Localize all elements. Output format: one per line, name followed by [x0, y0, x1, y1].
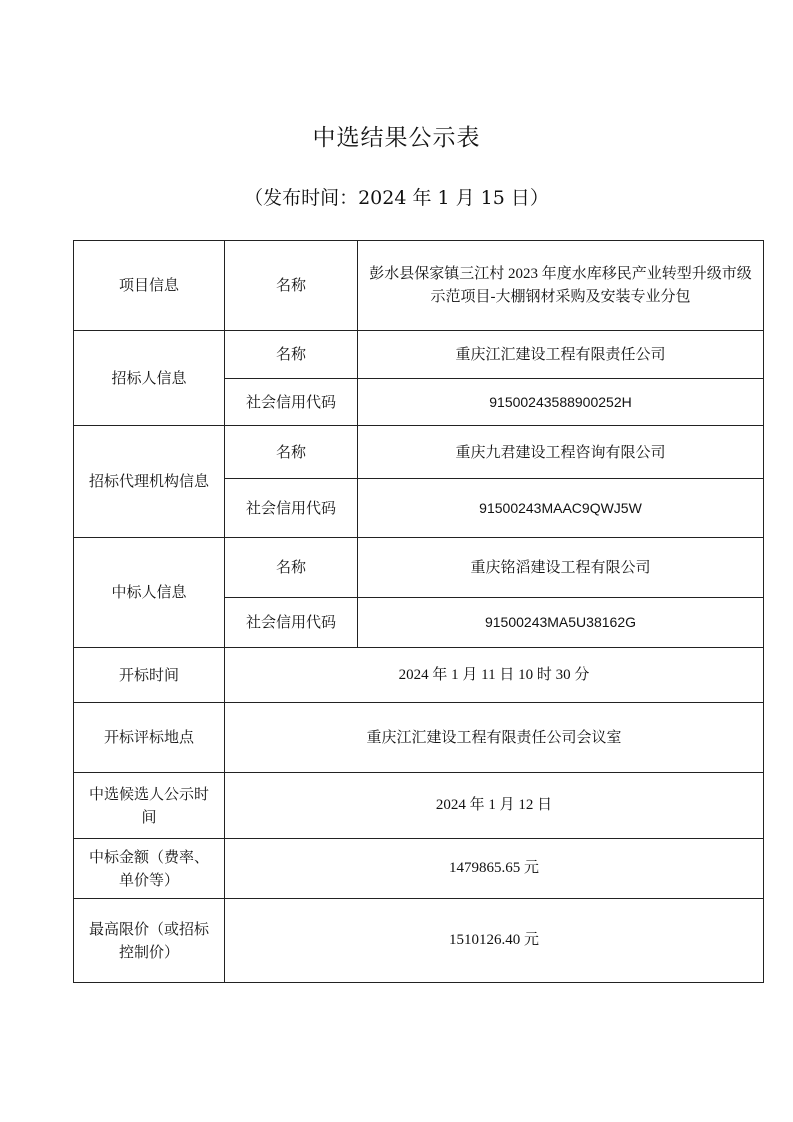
project-name-label: 名称 — [225, 241, 358, 331]
winner-code-label: 社会信用代码 — [225, 598, 358, 648]
opening-time-label: 开标时间 — [74, 648, 225, 703]
table-row-agency-name — [74, 426, 764, 479]
publicity-time-label: 中选候选人公示时间 — [74, 773, 225, 839]
opening-place-value: 重庆江汇建设工程有限责任公司会议室 — [225, 703, 764, 773]
agency-code-label: 社会信用代码 — [225, 479, 358, 538]
tenderer-code-label: 社会信用代码 — [225, 379, 358, 426]
table-row-publicity-time — [74, 773, 764, 839]
page-title: 中选结果公示表 — [312, 125, 481, 151]
agency-name-label: 名称 — [225, 426, 358, 479]
bid-amount-label: 中标金额（费率、单价等） — [74, 839, 225, 899]
tenderer-info-label: 招标人信息 — [74, 331, 225, 426]
project-info-label: 项目信息 — [74, 241, 225, 331]
tenderer-name-value: 重庆江汇建设工程有限责任公司 — [358, 331, 764, 379]
agency-info-label: 招标代理机构信息 — [74, 426, 225, 538]
winner-code-value: 91500243MA5U38162G — [358, 598, 764, 648]
table-row-opening-place — [74, 703, 764, 773]
max-price-label: 最高限价（或招标控制价） — [74, 899, 225, 983]
publicity-time-value: 2024 年 1 月 12 日 — [225, 773, 764, 839]
publish-date: （发布时间：2024 年 1 月 15 日） — [244, 187, 549, 209]
opening-place-label: 开标评标地点 — [74, 703, 225, 773]
winner-info-label: 中标人信息 — [74, 538, 225, 648]
table-row-winner-name — [74, 538, 764, 598]
project-name-value: 彭水县保家镇三江村 2023 年度水库移民产业转型升级市级示范项目-大棚钢材采购及安装专业分包 — [358, 241, 764, 331]
table-row-opening-time — [74, 648, 764, 703]
tenderer-code-value: 91500243588900252H — [358, 379, 764, 426]
table-row-max-price — [74, 899, 764, 983]
result-table — [73, 240, 764, 983]
tenderer-name-label: 名称 — [225, 331, 358, 379]
table-row-bid-amount — [74, 839, 764, 899]
winner-name-label: 名称 — [225, 538, 358, 598]
bid-amount-value: 1479865.65 元 — [225, 839, 764, 899]
table-row-project — [74, 241, 764, 331]
max-price-value: 1510126.40 元 — [225, 899, 764, 983]
agency-name-value: 重庆九君建设工程咨询有限公司 — [358, 426, 764, 479]
agency-code-value: 91500243MAAC9QWJ5W — [358, 479, 764, 538]
table-row-tenderer-name — [74, 331, 764, 379]
opening-time-value: 2024 年 1 月 11 日 10 时 30 分 — [225, 648, 764, 703]
winner-name-value: 重庆铭滔建设工程有限公司 — [358, 538, 764, 598]
